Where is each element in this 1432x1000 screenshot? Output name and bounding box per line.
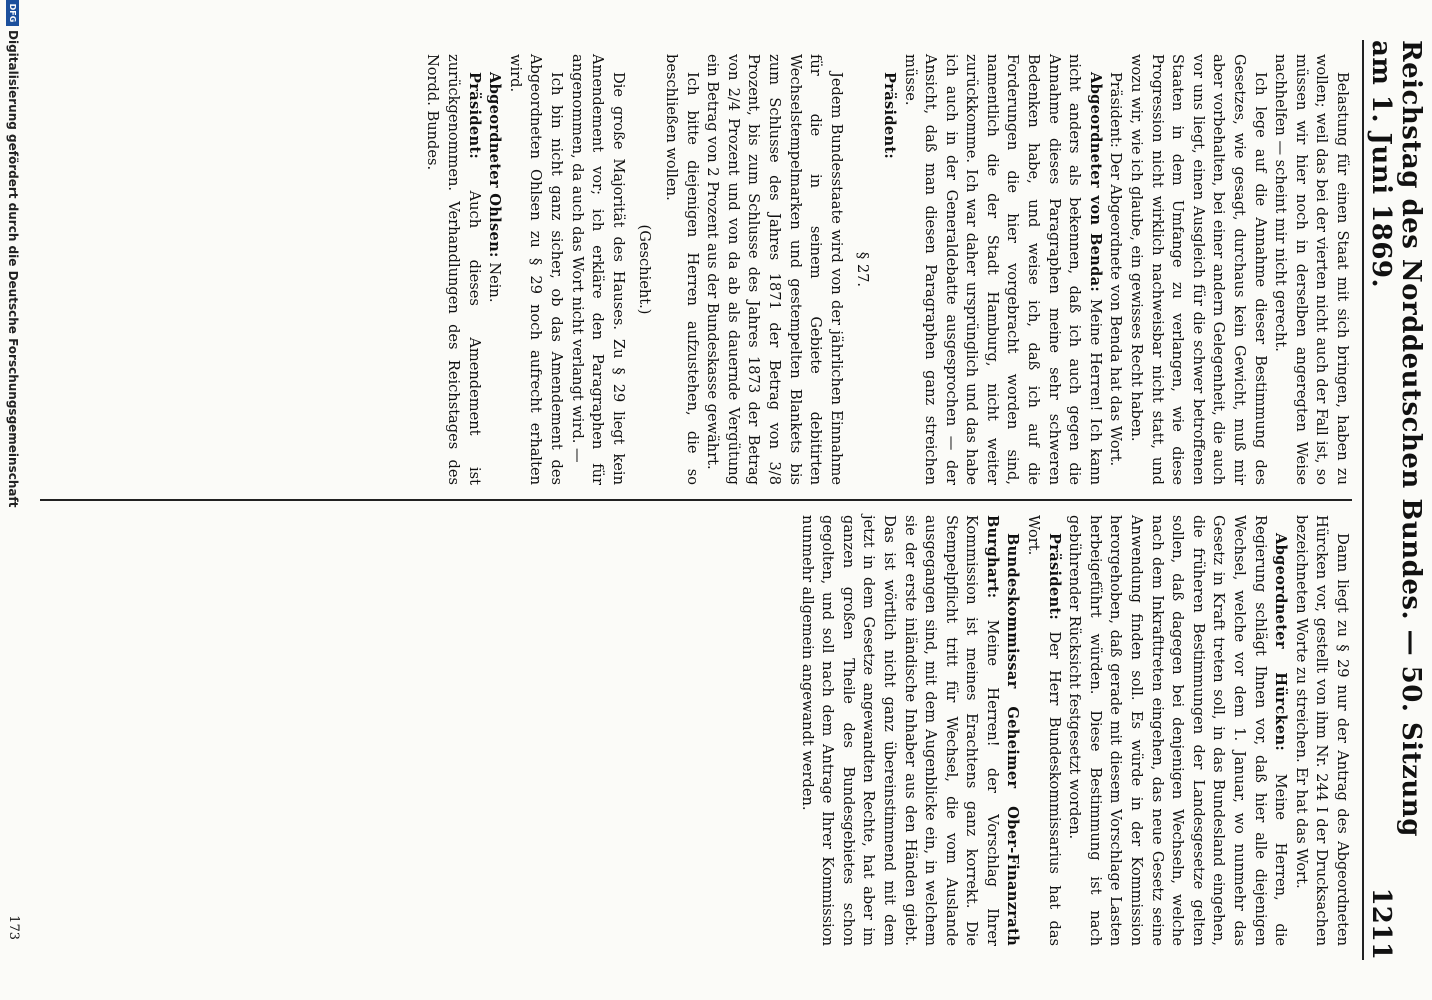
speech-text: Meine Herren! Ich kann nicht anders als bekennen, daß ich auch gegen die Annahme dieses Paragraphen meine sehr schweren Bedenken habe, und weise ich, daß ich auf die Forderungen die hier vorgebracht worden sind, namentlich die der Stadt Hamburg, nicht weiter zurückkomme. Ich war daher ursprünglich und das habe ich auch in der Generaldebatte ausgesprochen — der Ansicht, daß man diesen Paragraphen ganz streichen müsse. <box>901 54 1104 485</box>
page-number: 1211 <box>1366 887 1396 960</box>
paragraph: Präsident: Der Abgeordnete von Benda hat das Wort. <box>1107 72 1125 467</box>
paragraph <box>1023 515 1064 946</box>
paragraph <box>796 515 1023 946</box>
attribution <box>6 0 20 700</box>
paragraph: Jedem Bundesstaate wird von der jährlichen Einnahme für die in seinem Gebiete debitirten Wechselstempelmarken und gestempelten Blankets bis zum Schlusse des Jahres 1871 der Betrag von 3/8 Prozent, bis zum Schlusse des Jahres 1873 der Betrag von 2/4 Prozent und von da ab als dauernde Vergütung ein Betrag von 2 Prozent aus der Bundeskasse gewährt. <box>704 54 845 485</box>
paragraph <box>422 54 484 485</box>
section-heading: § 27. <box>854 251 872 288</box>
paragraph: Ich bin nicht ganz sicher, ob das Amendement des Abgeordneten Ohlsen zu § 29 noch aufrecht erhalten wird. <box>506 54 566 485</box>
paragraph: Dann liegt zu § 29 nur der Antrag des Abgeordneten Hürcken vor, gestellt von ihm Nr. 244 I der Drucksachen bezeichneten Worte zu streichen. Er hat das Wort. <box>1292 515 1351 946</box>
speech-text: Auch dieses Amendement ist zurückgenommen. Verhandlungen des Reichstages des Nordd. Bundes. <box>424 54 483 486</box>
speaker-name: Präsident: <box>1045 533 1063 621</box>
paragraph <box>1064 515 1291 946</box>
right-column <box>40 501 1352 960</box>
speech-text: Der Herr Bundeskommissarius hat das Wort. <box>1025 515 1063 947</box>
speech-text: Meine Herren! der Vorschlag Ihrer Kommission ist meines Erachtens ganz korrekt. Die Stempelpflicht tritt für Wechsel, die vom Auslande ausgegangen sind, mit dem Augenblicke ein, in welchem sie der erste inländische Inhaber aus den Händen giebt. Das ist wörtlich nicht ganz übereinstimmend mit dem jetzt in dem Gesetze angewandten Rechte, hat aber im ganzen großen Theile des Bundesgebietes schon gegolten, und soll nach dem Antrage Ihrer Kommission nunmehr allgemein angewandt werden. <box>798 515 1001 946</box>
page-title: Reichstag des Norddeutschen Bundes. — 50. Sitzung am 1. Juni 1869. <box>1366 40 1426 837</box>
paragraph: Belastung für einen Staat mit sich bringen, haben zu wollen; weil das bei der vierten nicht auch der Fall ist, so müssen wir hier noch in derselben angeregten Weise nachhelfen — scheint mir nicht gerecht. <box>1272 54 1351 485</box>
paragraph: Die große Majorität des Hauses. Zu § 29 liegt kein Amendement vor; ich erkläre den Paragraphen für angenommen, da auch das Wort nicht verlangt wird. — <box>568 54 627 485</box>
left-column <box>40 40 1352 499</box>
text-columns <box>40 40 1352 960</box>
paragraph: Ich bitte diejenigen Herren aufzustehen, die so beschließen wollen. <box>663 54 701 485</box>
dfg-logo-icon: DFG <box>7 0 20 26</box>
speaker-name: Abgeordneter Ohlsen: <box>486 72 504 258</box>
header-rule <box>1362 40 1364 960</box>
footer-page-number: 173 <box>6 915 21 940</box>
speaker-name: Präsident: <box>465 72 483 160</box>
paragraph <box>899 54 1105 485</box>
attribution-text: Digitalisierung gefördert durch die Deutsche Forschungsgemeinschaft <box>6 30 20 508</box>
paragraph <box>484 54 505 485</box>
speaker-name: Abgeordneter Hürcken: <box>1272 533 1290 752</box>
paragraph <box>878 54 899 485</box>
speaker-name: Abgeordneter von Benda: <box>1086 72 1104 293</box>
speech-text: Meine Herren, die Regierung schlägt Ihnen vor, daß hier alle diejenigen Wechsel, welche vor dem 1. Januar, wo nunmehr das Gesetz in Kraft treten soll, in das Bundesland eingehen, die früheren Bestimmungen der Landesgesetze gelten sollen, daß dagegen bei denjenigen Wechseln, welche nach dem Inkrafttreten eingehen, das neue Gesetz seine Anwendung finden soll. Es würde in der Kommission herorgehoben, daß gerade mit diesem Vorschlage Lasten herbeigeführt würden. Diese Bestimmung ist nach gebührender Rücksicht festgesetzt worden. <box>1066 515 1290 947</box>
speaker-name: Bundeskommissar Geheimer Ober-Finanzrath Burghart: <box>983 515 1022 946</box>
stage-direction: (Geschieht.) <box>636 224 654 315</box>
page-header <box>1366 40 1426 960</box>
speech-text: Nein. <box>486 262 504 303</box>
speaker-name: Präsident: <box>880 72 898 160</box>
paragraph: Ich lege auf die Annahme dieser Bestimmung des Gesetzes, wie gesagt, durchaus kein Gewicht, muß mir aber vorbehalten, bei einer andern Gelegenheit, die auch vor uns liegt, einen Ausgleich für die schwer betroffenen Staaten in dem Umfange zu verlangen, wie diese Progression nicht wirklich nachweisbar nicht statt, und wozu wir, wie ich glaube, ein gewisses Recht haben. <box>1128 54 1269 485</box>
